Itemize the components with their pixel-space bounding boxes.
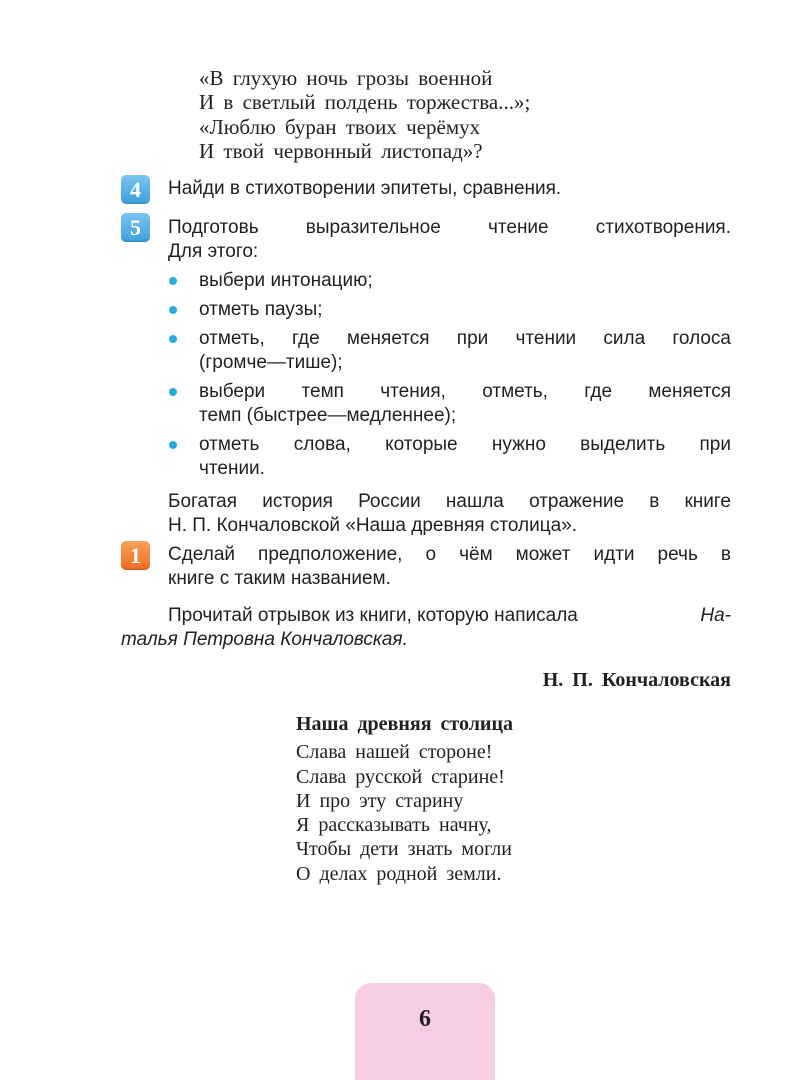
stanza-line: И твой червонный листопад»?: [199, 138, 483, 163]
list-item-text: отметь слова, которые нужно выделить при: [199, 434, 731, 455]
list-item-text: отметь, где меняется при чтении сила голоса: [199, 328, 731, 349]
reading-prompt: [121, 604, 731, 652]
task-1-line: Сделай предположение, о чём может идти речь в: [168, 544, 731, 565]
task-1-text: [168, 543, 731, 591]
list-item: [168, 380, 731, 428]
stanza-line: «В глухую ночь грозы военной: [199, 66, 493, 90]
intro-line: Богатая история России нашла отражение в книге: [168, 491, 731, 512]
page-number: 6: [419, 1006, 431, 1032]
reading-prompt-text: Прочитай отрывок из книги, которую написала: [168, 605, 578, 626]
list-item-text: (громче—тише);: [199, 352, 343, 373]
poem-title: Наша древняя столица: [296, 713, 513, 735]
poem-line: О делах родной земли.: [296, 862, 502, 885]
stanza-line: «Люблю буран твоих черёмух: [199, 114, 481, 139]
poem-line: Слава русской старине!: [296, 765, 505, 788]
task-5-bullet-list: [168, 269, 731, 486]
list-item: [168, 298, 731, 322]
bullet-dot-icon: [169, 388, 177, 396]
list-item: [168, 269, 731, 293]
list-item-text: отметь паузы;: [199, 299, 323, 320]
task-4-text: Найди в стихотворении эпитеты, сравнения.: [168, 178, 562, 199]
list-item-text: выбери интонацию;: [199, 270, 373, 291]
author-name-fragment: талья Петровна Кончаловская.: [121, 629, 408, 650]
task-number-badge-5: 5: [121, 213, 150, 242]
list-item: [168, 327, 731, 375]
poem-line: И про эту старину: [296, 789, 464, 812]
bullet-dot-icon: [169, 335, 177, 343]
reading-prompt-line: [121, 604, 731, 628]
task-5-text: [168, 216, 731, 264]
author-name-fragment: На-: [700, 605, 731, 626]
poem-line: Чтобы дети знать могли: [296, 838, 512, 861]
task-number-badge-1: 1: [121, 541, 150, 570]
list-item-text: выбери темп чтения, отметь, где меняется: [199, 381, 731, 402]
poem-line: Слава нашей стороне!: [296, 741, 493, 764]
list-item: [168, 433, 731, 481]
intro-paragraph: [168, 490, 731, 538]
quoted-stanza: [199, 66, 619, 163]
bullet-dot-icon: [169, 441, 177, 449]
list-item-text: чтении.: [199, 458, 265, 479]
intro-line: Н. П. Кончаловской «Наша древняя столица».: [168, 515, 578, 536]
poem-line: Я рассказывать начну,: [296, 814, 492, 837]
bullet-dot-icon: [169, 306, 177, 314]
stanza-line: И в светлый полдень торжества...»;: [199, 90, 531, 115]
bullet-dot-icon: [169, 277, 177, 285]
page-number-tab: [355, 983, 495, 1080]
task-5-line: Для этого:: [168, 241, 259, 262]
task-1-line: книге с таким названием.: [168, 568, 391, 589]
poem-excerpt: [296, 712, 616, 886]
task-number-badge-4: 4: [121, 175, 150, 204]
author-heading: Н. П. Кончаловская: [542, 669, 731, 691]
list-item-text: темп (быстрее—медленнее);: [199, 405, 457, 426]
task-5-line: Подготовь выразительное чтение стихотворения.: [168, 217, 731, 238]
